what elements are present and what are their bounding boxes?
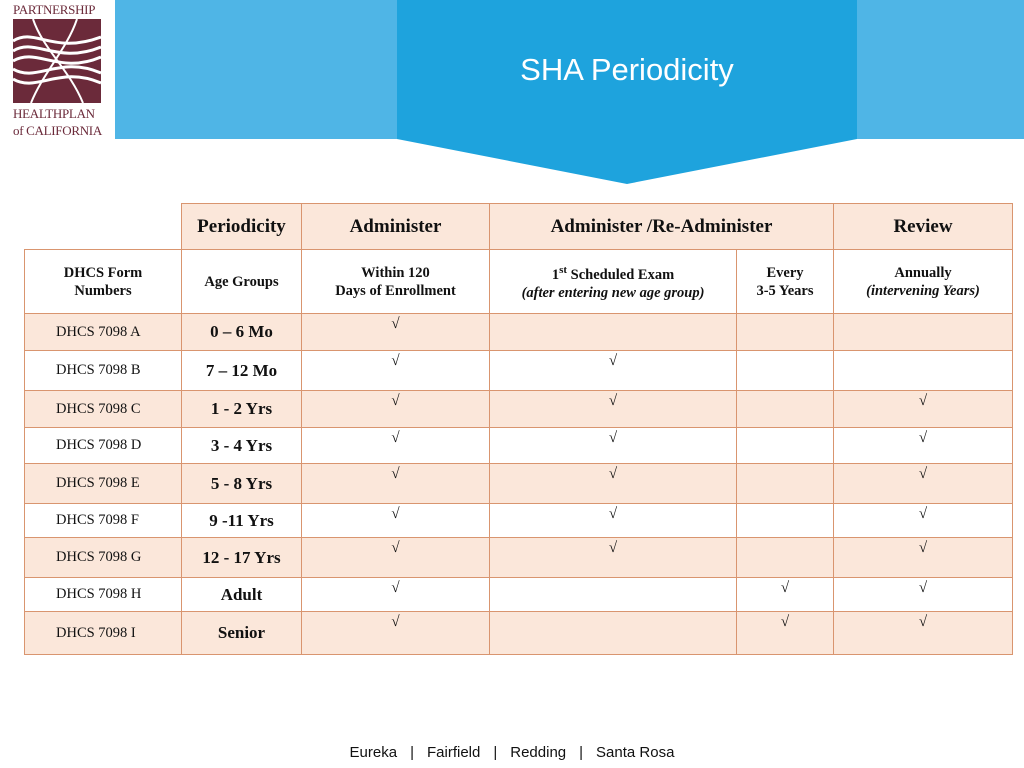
footer-separator: |	[493, 744, 498, 761]
row-every-check	[737, 428, 834, 464]
table-row	[25, 538, 1013, 578]
row-age-group: 5 - 8 Yrs	[182, 464, 302, 504]
row-annual-check: √	[834, 428, 1013, 464]
row-age-group: Adult	[182, 578, 302, 612]
within-label-line2: Days of Enrollment	[335, 282, 456, 299]
row-first-check	[490, 612, 737, 655]
row-annual-check: √	[834, 391, 1013, 428]
form-label-line1: DHCS Form	[63, 264, 143, 281]
row-age-group: 7 – 12 Mo	[182, 351, 302, 391]
row-form-number: DHCS 7098 B	[25, 351, 182, 391]
row-age-group: 9 -11 Yrs	[182, 504, 302, 538]
row-first-check: √	[490, 504, 737, 538]
table-row	[25, 464, 1013, 504]
row-annual-check	[834, 351, 1013, 391]
row-first-check: √	[490, 464, 737, 504]
table-row	[25, 351, 1013, 391]
row-within-check: √	[302, 578, 490, 612]
table-header-row	[25, 204, 1013, 250]
row-first-check	[490, 314, 737, 351]
row-form-number: DHCS 7098 E	[25, 464, 182, 504]
row-annual-check	[834, 314, 1013, 351]
row-every-check: √	[737, 578, 834, 612]
logo	[0, 0, 115, 139]
header-readminister: Administer /Re-Administer	[490, 204, 834, 250]
row-annual-check: √	[834, 504, 1013, 538]
subheader-age-groups: Age Groups	[182, 250, 302, 314]
row-within-check: √	[302, 428, 490, 464]
row-first-check: √	[490, 428, 737, 464]
header-periodicity: Periodicity	[182, 204, 302, 250]
header-review: Review	[834, 204, 1013, 250]
header-bar-right	[857, 0, 1024, 139]
page-title: SHA Periodicity	[520, 52, 734, 87]
subheader-every-3-5	[737, 250, 834, 314]
banner-shape	[397, 0, 857, 184]
title-banner	[397, 0, 857, 184]
logo-text-california: of CALIFORNIA	[13, 123, 102, 138]
periodicity-table	[24, 203, 1013, 655]
table-row	[25, 391, 1013, 428]
first-exam-suffix: st	[559, 264, 568, 277]
row-first-check: √	[490, 538, 737, 578]
logo-wave-icon	[13, 19, 101, 103]
row-every-check	[737, 391, 834, 428]
logo-text-top: PARTNERSHIP	[13, 2, 96, 17]
first-exam-text: Scheduled Exam	[567, 266, 675, 283]
row-form-number: DHCS 7098 C	[25, 391, 182, 428]
row-annual-check: √	[834, 578, 1013, 612]
header-bar-left	[115, 0, 397, 139]
row-within-check: √	[302, 314, 490, 351]
first-exam-line2	[490, 284, 736, 302]
first-exam-line1	[490, 261, 736, 284]
row-form-number: DHCS 7098 A	[25, 314, 182, 351]
row-age-group: 3 - 4 Yrs	[182, 428, 302, 464]
row-within-check: √	[302, 464, 490, 504]
row-first-check	[490, 578, 737, 612]
table-subheader-row	[25, 250, 1013, 314]
row-every-check	[737, 538, 834, 578]
row-annual-check: √	[834, 464, 1013, 504]
row-every-check: √	[737, 612, 834, 655]
header-administer: Administer	[302, 204, 490, 250]
row-every-check	[737, 351, 834, 391]
row-within-check: √	[302, 504, 490, 538]
row-form-number: DHCS 7098 I	[25, 612, 182, 655]
row-within-check: √	[302, 351, 490, 391]
row-within-check: √	[302, 612, 490, 655]
row-age-group: 1 - 2 Yrs	[182, 391, 302, 428]
annual-label-line1: Annually	[894, 264, 952, 281]
footer-locations	[0, 744, 1024, 761]
row-age-group: 12 - 17 Yrs	[182, 538, 302, 578]
first-exam-note: (after entering new age group)	[521, 284, 705, 301]
footer-location-santa-rosa: Santa Rosa	[596, 744, 675, 761]
row-age-group: 0 – 6 Mo	[182, 314, 302, 351]
row-form-number: DHCS 7098 F	[25, 504, 182, 538]
row-within-check: √	[302, 538, 490, 578]
row-form-number: DHCS 7098 D	[25, 428, 182, 464]
subheader-form-numbers	[25, 250, 182, 314]
every-label-line1: Every	[766, 264, 804, 281]
footer-separator: |	[410, 744, 414, 761]
subheader-annually	[834, 250, 1013, 314]
footer-location-eureka: Eureka	[349, 744, 398, 761]
table-row	[25, 612, 1013, 655]
row-every-check	[737, 314, 834, 351]
table-row	[25, 578, 1013, 612]
within-label-line1: Within 120	[361, 264, 430, 281]
first-exam-number: 1	[551, 266, 560, 283]
row-every-check	[737, 504, 834, 538]
row-age-group: Senior	[182, 612, 302, 655]
subheader-first-exam	[490, 250, 737, 314]
row-form-number: DHCS 7098 H	[25, 578, 182, 612]
blank-corner	[25, 204, 182, 250]
footer-location-redding: Redding	[510, 744, 567, 761]
row-every-check	[737, 464, 834, 504]
row-first-check: √	[490, 351, 737, 391]
table-row	[25, 504, 1013, 538]
footer-separator: |	[579, 744, 584, 761]
logo-text-healthplan: HEALTHPLAN	[13, 106, 95, 121]
row-annual-check: √	[834, 538, 1013, 578]
table-row	[25, 314, 1013, 351]
every-label-line2: 3-5 Years	[756, 282, 814, 299]
row-first-check: √	[490, 391, 737, 428]
footer-location-fairfield: Fairfield	[426, 744, 481, 761]
annual-note: (intervening Years)	[866, 282, 980, 299]
row-form-number: DHCS 7098 G	[25, 538, 182, 578]
annual-label-line2	[834, 282, 1012, 300]
row-annual-check: √	[834, 612, 1013, 655]
row-within-check: √	[302, 391, 490, 428]
table-row	[25, 428, 1013, 464]
subheader-within-120	[302, 250, 490, 314]
form-label-line2: Numbers	[74, 282, 132, 299]
